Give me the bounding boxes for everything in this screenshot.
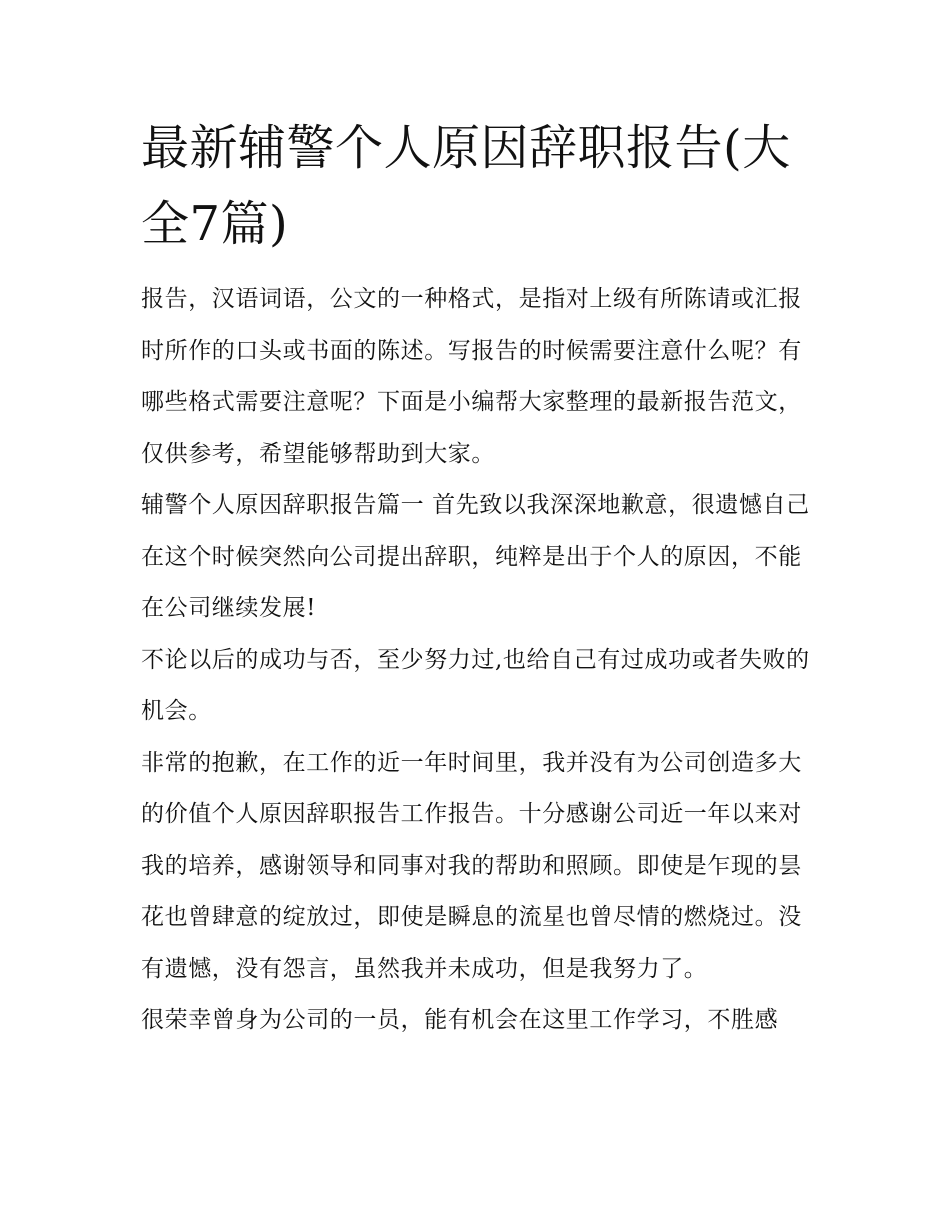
paragraph-honor: 很荣幸曾身为公司的一员，能有机会在这里工作学习，不胜感 [141, 1007, 779, 1033]
document-body [141, 274, 813, 1047]
paragraph-apology: 非常的抱歉，在工作的近一年时间里，我并没有为公司创造多大的价值个人原因辞职报告工作报告。十分感谢公司近一年以来对我的培养，感谢领导和同事对我的帮助和照顾。即使是乍现的昙花也曾肆意的绽放过，即使是瞬息的流星也曾尽情的燃烧过。没有遗憾，没有怨言，虽然我并未成功，但是我努力了。 [141, 749, 802, 982]
paragraph-effort: 不论以后的成功与否，至少努力过,也给自己有过成功或者失败的机会。 [141, 646, 810, 724]
paragraph-chapter-one: 辅警个人原因辞职报告篇一 首先致以我深深地歉意，很遗憾自己在这个时候突然向公司提出辞职，纯粹是出于个人的原因，不能在公司继续发展! [141, 492, 810, 621]
paragraph-intro: 报告，汉语词语，公文的一种格式，是指对上级有所陈请或汇报时所作的口头或书面的陈述。写报告的时候需要注意什么呢？有哪些格式需要注意呢？下面是小编帮大家整理的最新报告范文，仅供参考，希望能够帮助到大家。 [141, 286, 802, 467]
document-content [141, 110, 813, 1047]
document-title: 最新辅警个人原因辞职报告(大全7篇) [141, 120, 791, 252]
